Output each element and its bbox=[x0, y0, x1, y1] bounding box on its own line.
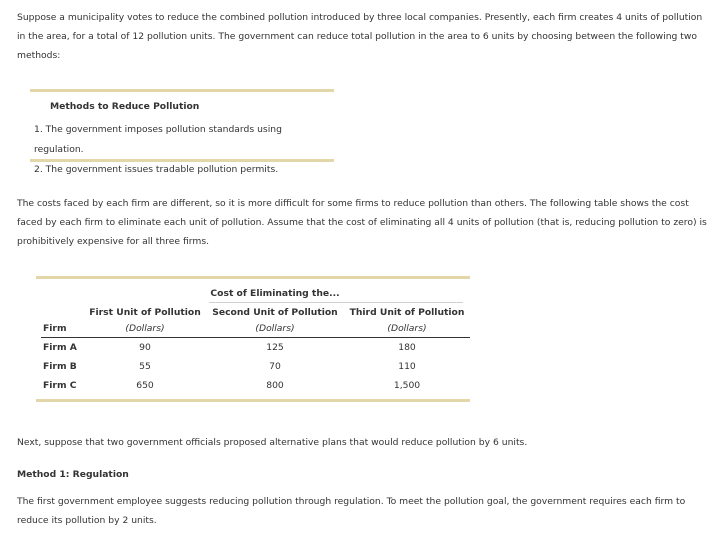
row-header-firm: Firm bbox=[43, 323, 67, 334]
costs-paragraph: The costs faced by each firm are different, so it is more difficult for some firms to reduce pollution than others. The following table shows the cost faced by each firm to eliminate each unit of pollution. Assume that the cost of eliminating all 4 units of pollution (that is, reducing pollution to zero) is prohibitively expensive for all three firms. bbox=[17, 198, 707, 247]
cost-span-header: Cost of Eliminating the... bbox=[210, 288, 340, 299]
method1-heading: Method 1: Regulation bbox=[17, 469, 129, 480]
cell-value: 70 bbox=[269, 361, 281, 372]
cell-value: 90 bbox=[139, 342, 151, 353]
methods-title: Methods to Reduce Pollution bbox=[50, 101, 200, 112]
methods-list bbox=[34, 120, 334, 180]
col-unit-third: (Dollars) bbox=[387, 323, 427, 334]
row-firm-b: Firm B bbox=[43, 361, 77, 372]
methods-box bbox=[30, 89, 334, 175]
row-firm-a: Firm A bbox=[43, 342, 77, 353]
cell-value: 650 bbox=[136, 380, 154, 391]
cell-value: 1,500 bbox=[393, 380, 421, 391]
cell-value: 110 bbox=[398, 361, 416, 372]
intro-paragraph: Suppose a municipality votes to reduce the combined pollution introduced by three local companies. Presently, each firm creates 4 units of pollution in the area, for a total of 12 pollution units. The government can reduce total pollution in the area to 6 units by choosing between the following two methods: bbox=[17, 12, 703, 61]
method-item: 1. The government imposes pollution standards using regulation. bbox=[34, 124, 282, 155]
col-header-third: Third Unit of Pollution bbox=[349, 307, 465, 318]
span-header-rule bbox=[209, 302, 463, 303]
col-header-second: Second Unit of Pollution bbox=[212, 307, 338, 318]
cell-value: 800 bbox=[266, 380, 284, 391]
col-header-first: First Unit of Pollution bbox=[89, 307, 201, 318]
col-unit-first: (Dollars) bbox=[125, 323, 165, 334]
cell-value: 125 bbox=[266, 342, 284, 353]
cost-table bbox=[36, 276, 470, 402]
next-paragraph: Next, suppose that two government officials proposed alternative plans that would reduce pollution by 6 units. bbox=[17, 437, 528, 448]
col-unit-second: (Dollars) bbox=[255, 323, 295, 334]
cell-value: 55 bbox=[139, 361, 151, 372]
row-firm-c: Firm C bbox=[43, 380, 77, 391]
method1-paragraph: The first government employee suggests reducing pollution through regulation. To meet the pollution goal, the government requires each firm to reduce its pollution by 2 units. bbox=[17, 496, 686, 526]
header-rule bbox=[41, 337, 470, 338]
cell-value: 180 bbox=[398, 342, 416, 353]
method-item: 2. The government issues tradable pollution permits. bbox=[34, 164, 279, 175]
